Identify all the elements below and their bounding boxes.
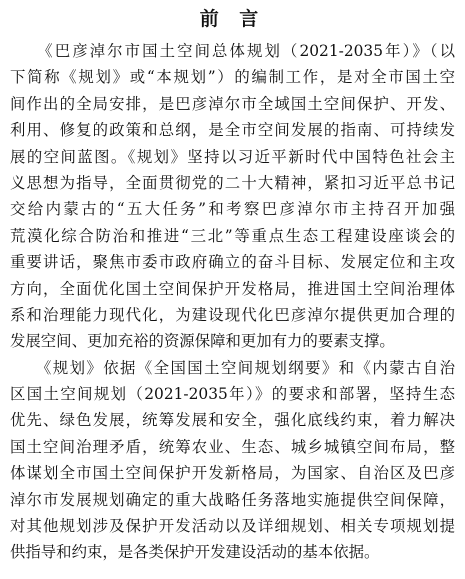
paragraph-2 <box>10 355 455 566</box>
text-line: 方向，全面优化国土空间保护开发格局，推进国土空间治理体 <box>10 279 455 298</box>
text-line: 展的空间蓝图。《规划》坚持以习近平新时代中国特色社会主 <box>10 147 455 166</box>
page-title: 前 言 <box>199 8 266 30</box>
text-line: 区国土空间规划（2021-2035年）》的要求和部署，坚持生态 <box>10 385 455 404</box>
text-line: 重要讲话，聚焦市委市政府确立的奋斗目标、发展定位和主攻 <box>10 253 455 272</box>
text-line: 利用、修复的政策和总纲，是全市空间发展的指南、可持续发 <box>10 121 455 140</box>
text-line: 交给内蒙古的“五大任务”和考察巴彦淖尔市主持召开加强 <box>10 200 455 219</box>
text-line: 义思想为指导，全面贯彻党的二十大精神，紧扣习近平总书记 <box>10 173 455 192</box>
text-line: 优先、绿色发展，统筹发展和安全，强化底线约束，着力解决 <box>10 411 455 430</box>
text-line: 下简称《规划》或“本规划”）的编制工作，是对全市国土空 <box>10 68 455 87</box>
text-line: 对其他规划涉及保护开发活动以及详细规划、相关专项规划提 <box>10 517 455 536</box>
text-line: 发展空间、更加充裕的资源保障和更加有力的要素支撑。 <box>10 332 395 351</box>
text-line: 荒漠化综合防治和推进“三北”等重点生态工程建设座谈会的 <box>10 226 455 245</box>
text-line: 淖尔市发展规划确定的重大战略任务落地实施提供空间保障， <box>10 490 455 509</box>
text-line: 《巴彦淖尔市国土空间总体规划（2021-2035年）》（以 <box>10 42 455 60</box>
text-line: 国土空间治理矛盾，统筹农业、生态、城乡城镇空间布局，整 <box>10 437 455 456</box>
paragraph-1 <box>10 38 455 355</box>
text-line: 间作出的全局安排，是巴彦淖尔市全域国土空间保护、开发、 <box>10 94 455 113</box>
text-line: 供指导和约束，是各类保护开发建设活动的基本依据。 <box>10 543 380 562</box>
text-line: 《规划》依据《全国国土空间规划纲要》和《内蒙古自治 <box>10 358 455 377</box>
text-line: 体谋划全市国土空间保护开发新格局，为国家、自治区及巴彦 <box>10 464 455 483</box>
text-line: 系和治理能力现代化，为建设现代化巴彦淖尔提供更加合理的 <box>10 305 455 324</box>
